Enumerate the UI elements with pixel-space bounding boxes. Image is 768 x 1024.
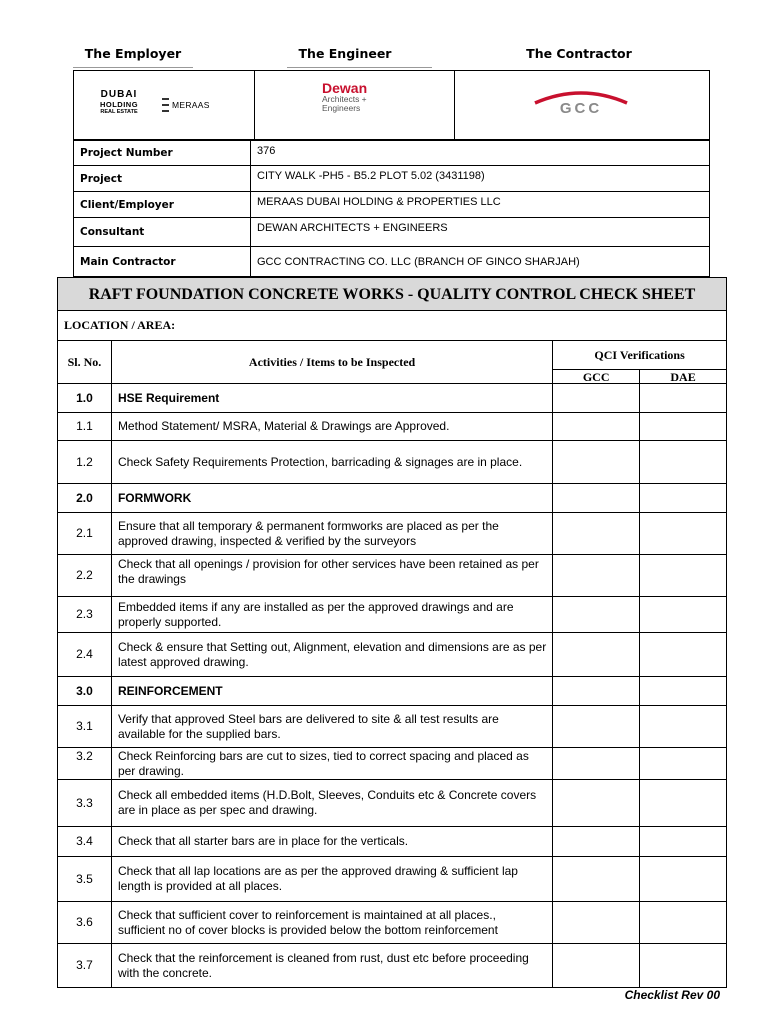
row-number: 3.7	[58, 944, 112, 988]
dubai-holding-logo: DUBAI HOLDING REAL ESTATE	[99, 89, 139, 115]
dae-check-cell[interactable]	[640, 384, 727, 413]
info-label: Project Number	[74, 141, 251, 166]
gcc-check-cell[interactable]	[553, 441, 640, 484]
contractor-logo-cell	[455, 71, 709, 139]
row-number: 1.0	[58, 384, 112, 413]
row-activity: Check that all starter bars are in place for the verticals.	[111, 827, 552, 857]
row-activity: Check that all lap locations are as per the approved drawing & sufficient lap length is provided at all places.	[111, 857, 552, 902]
gcc-check-cell[interactable]	[553, 748, 640, 780]
row-activity: FORMWORK	[111, 484, 552, 513]
engineer-heading: The Engineer	[298, 46, 392, 61]
dae-check-cell[interactable]	[640, 484, 727, 513]
column-header-row	[58, 341, 727, 370]
col-activities: Activities / Items to be Inspected	[111, 341, 552, 384]
row-activity: HSE Requirement	[111, 384, 552, 413]
info-value: GCC CONTRACTING CO. LLC (BRANCH OF GINCO SHARJAH)	[251, 247, 710, 277]
row-number: 2.0	[58, 484, 112, 513]
row-activity: Method Statement/ MSRA, Material & Drawings are Approved.	[111, 413, 552, 441]
info-label: Consultant	[74, 218, 251, 247]
table-row	[58, 857, 727, 902]
row-number: 2.3	[58, 597, 112, 633]
employer-heading: The Employer	[84, 46, 182, 61]
dae-check-cell[interactable]	[640, 555, 727, 597]
table-row	[58, 827, 727, 857]
dae-check-cell[interactable]	[640, 513, 727, 555]
gcc-check-cell[interactable]	[553, 780, 640, 827]
dae-check-cell[interactable]	[640, 706, 727, 748]
checklist-revision: Checklist Rev 00	[624, 988, 720, 1002]
info-row-project-number	[74, 141, 710, 166]
row-number: 3.4	[58, 827, 112, 857]
meraas-logo: MERAAS	[162, 98, 210, 112]
info-value: MERAAS DUBAI HOLDING & PROPERTIES LLC	[251, 192, 710, 218]
dae-check-cell[interactable]	[640, 857, 727, 902]
info-value: DEWAN ARCHITECTS + ENGINEERS	[251, 218, 710, 247]
row-number: 2.1	[58, 513, 112, 555]
sheet-title: RAFT FOUNDATION CONCRETE WORKS - QUALITY CONTROL CHECK SHEET	[58, 278, 727, 311]
gcc-check-cell[interactable]	[553, 857, 640, 902]
gcc-logo	[531, 89, 631, 113]
gcc-check-cell[interactable]	[553, 384, 640, 413]
row-activity: Check Safety Requirements Protection, barricading & signages are in place.	[111, 441, 552, 484]
info-row-consultant	[74, 218, 710, 247]
info-value: CITY WALK -PH5 - B5.2 PLOT 5.02 (3431198)	[251, 166, 710, 192]
col-dae: DAE	[640, 370, 727, 384]
table-row	[58, 944, 727, 988]
row-number: 2.2	[58, 555, 112, 597]
row-activity: Embedded items if any are installed as per the approved drawings and are properly supported.	[111, 597, 552, 633]
title-row	[58, 278, 727, 311]
gcc-check-cell[interactable]	[553, 513, 640, 555]
table-row	[58, 597, 727, 633]
section-row	[58, 484, 727, 513]
info-label: Project	[74, 166, 251, 192]
dae-check-cell[interactable]	[640, 827, 727, 857]
info-row-main-contractor	[74, 247, 710, 277]
location-row	[58, 311, 727, 341]
employer-underline	[73, 67, 193, 68]
row-activity: Check all embedded items (H.D.Bolt, Sleeves, Conduits etc & Concrete covers are in place as per spec and drawing.	[111, 780, 552, 827]
row-number: 3.5	[58, 857, 112, 902]
dae-check-cell[interactable]	[640, 677, 727, 706]
row-activity: Ensure that all temporary & permanent formworks are placed as per the approved drawing, inspected & verified by the surveyors	[111, 513, 552, 555]
gcc-logo-text: GCC	[559, 100, 603, 115]
engineer-logo-cell	[255, 71, 455, 139]
dae-check-cell[interactable]	[640, 902, 727, 944]
table-row	[58, 441, 727, 484]
row-activity: Check that sufficient cover to reinforcement is maintained at all places., sufficient no of cover blocks is provided below the bottom reinforcement	[111, 902, 552, 944]
gcc-check-cell[interactable]	[553, 484, 640, 513]
gcc-check-cell[interactable]	[553, 944, 640, 988]
gcc-check-cell[interactable]	[553, 827, 640, 857]
gcc-check-cell[interactable]	[553, 677, 640, 706]
table-row	[58, 748, 727, 780]
table-row	[58, 555, 727, 597]
section-row	[58, 384, 727, 413]
table-row	[58, 902, 727, 944]
info-row-client	[74, 192, 710, 218]
row-activity: Check that all openings / provision for other services have been retained as per the drawings	[111, 555, 552, 597]
row-activity: Check & ensure that Setting out, Alignment, elevation and dimensions are as per latest approved drawing.	[111, 633, 552, 677]
col-qci: QCI Verifications	[553, 341, 727, 370]
info-label: Client/Employer	[74, 192, 251, 218]
row-number: 1.2	[58, 441, 112, 484]
row-number: 2.4	[58, 633, 112, 677]
table-row	[58, 513, 727, 555]
section-row	[58, 677, 727, 706]
row-number: 3.2	[58, 748, 112, 780]
gcc-check-cell[interactable]	[553, 633, 640, 677]
table-row	[58, 706, 727, 748]
row-number: 3.0	[58, 677, 112, 706]
dae-check-cell[interactable]	[640, 748, 727, 780]
table-row	[58, 633, 727, 677]
engineer-underline	[287, 67, 432, 68]
dewan-logo: Dewan Architects + Engineers	[322, 80, 368, 113]
table-row	[58, 413, 727, 441]
row-activity: REINFORCEMENT	[111, 677, 552, 706]
contractor-heading: The Contractor	[526, 46, 632, 61]
checklist-table	[57, 277, 727, 988]
row-number: 3.1	[58, 706, 112, 748]
info-row-project	[74, 166, 710, 192]
logo-box	[73, 70, 710, 140]
gcc-check-cell[interactable]	[553, 413, 640, 441]
row-activity: Check Reinforcing bars are cut to sizes, tied to correct spacing and placed as per drawing.	[111, 748, 552, 780]
dae-check-cell[interactable]	[640, 633, 727, 677]
info-value: 376	[251, 141, 710, 166]
project-info-table	[73, 140, 710, 277]
row-activity: Check that the reinforcement is cleaned from rust, dust etc before proceeding with the concrete.	[111, 944, 552, 988]
table-row	[58, 780, 727, 827]
gcc-check-cell[interactable]	[553, 706, 640, 748]
dae-check-cell[interactable]	[640, 441, 727, 484]
employer-logo-cell	[74, 71, 255, 139]
dae-check-cell[interactable]	[640, 597, 727, 633]
row-number: 3.6	[58, 902, 112, 944]
gcc-check-cell[interactable]	[553, 555, 640, 597]
dae-check-cell[interactable]	[640, 413, 727, 441]
row-number: 3.3	[58, 780, 112, 827]
dae-check-cell[interactable]	[640, 780, 727, 827]
location-label: LOCATION / AREA:	[58, 311, 727, 341]
dae-check-cell[interactable]	[640, 944, 727, 988]
gcc-check-cell[interactable]	[553, 902, 640, 944]
row-number: 1.1	[58, 413, 112, 441]
col-slno: Sl. No.	[58, 341, 112, 384]
meraas-mark-icon	[162, 98, 169, 112]
row-activity: Verify that approved Steel bars are delivered to site & all test results are available for the supplied bars.	[111, 706, 552, 748]
gcc-swoosh-icon	[531, 89, 631, 115]
col-gcc: GCC	[553, 370, 640, 384]
info-label: Main Contractor	[74, 247, 251, 277]
gcc-check-cell[interactable]	[553, 597, 640, 633]
